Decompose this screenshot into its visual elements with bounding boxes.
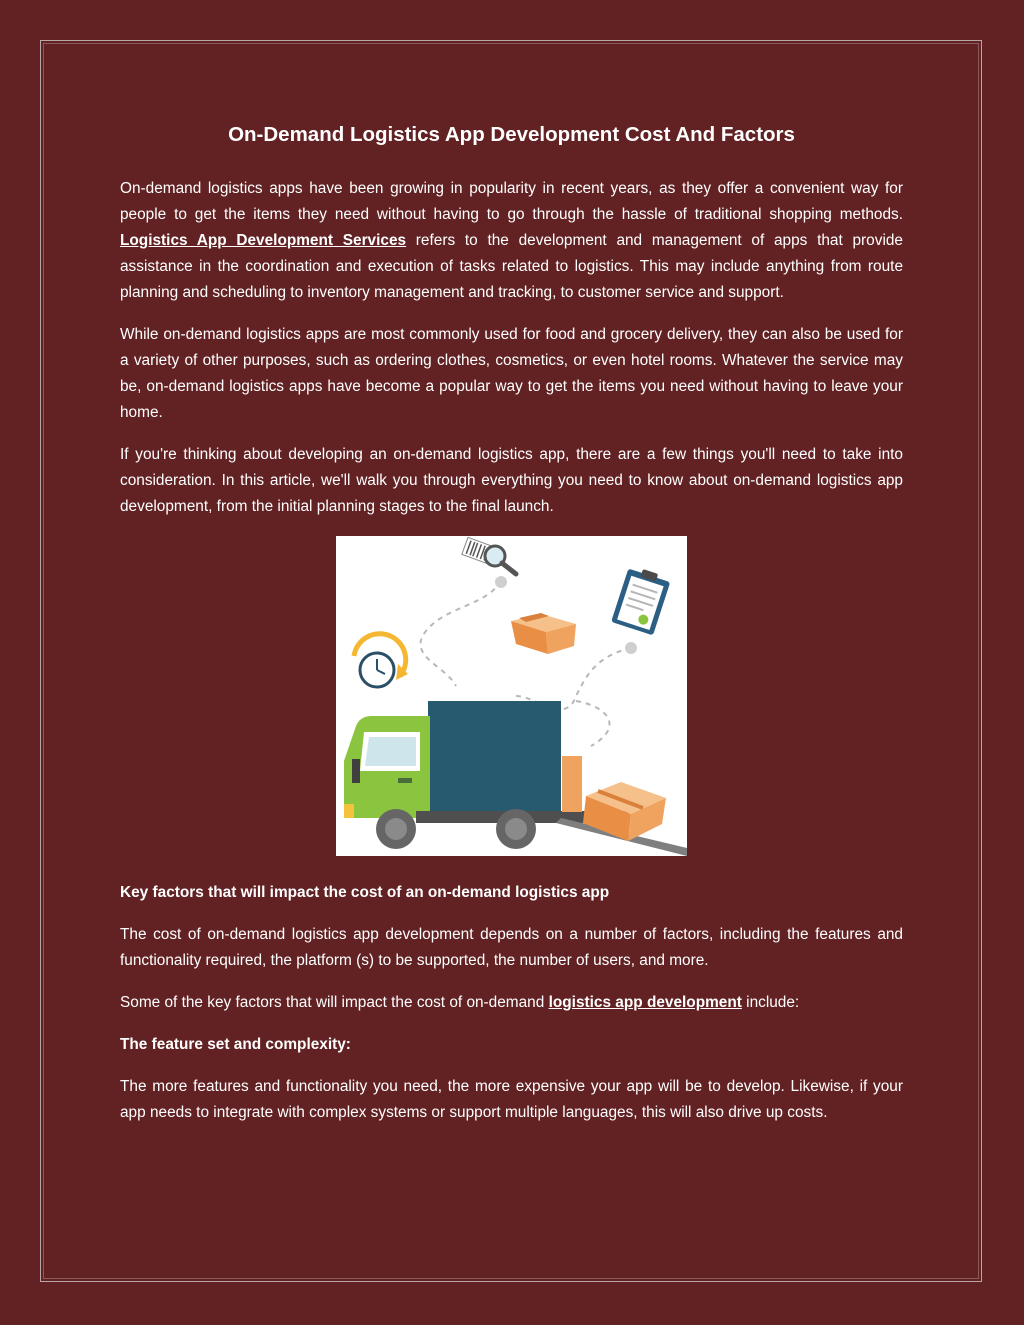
key-factors-text-end: include: bbox=[741, 994, 800, 1011]
usage-paragraph: While on-demand logistics apps are most commonly used for food and grocery delivery, they can also be used for a variety of other purposes, such as ordering clothes, cosmetics, or even hotel rooms. Whatever the service may be, on-demand logistics apps have become a popular way to get the items you need without having to leave your home. bbox=[120, 326, 903, 421]
route-dotted-line bbox=[516, 648, 631, 709]
logistics-development-link[interactable]: logistics app development bbox=[548, 994, 742, 1011]
intro-paragraph bbox=[120, 176, 903, 306]
key-factors-text-start: Some of the key factors that will impact the cost of on-demand bbox=[120, 994, 549, 1011]
logistics-services-link[interactable]: Logistics App Development Services bbox=[120, 232, 407, 249]
route-dotted-line bbox=[420, 581, 501, 686]
magnifier-icon bbox=[485, 546, 516, 574]
cost-paragraph: The cost of on-demand logistics app development depends on a number of factors, including the features and functionality required, the platform (s) to be supported, the number of users, and more. bbox=[120, 926, 903, 969]
key-factors-paragraph bbox=[120, 990, 903, 1016]
article bbox=[120, 120, 903, 1142]
intro-text-start: On-demand logistics apps have been growing in popularity in recent years, as they offer a convenient way for people to get the items they need without having to go through the hassle of traditional shopping methods. bbox=[120, 180, 903, 223]
intro-text-end: refers to the development and management of apps that provide assistance in the coordination and execution of tasks related to logistics. This may include anything from route planning and scheduling to inventory management and tracking, to customer service and support. bbox=[120, 232, 903, 301]
section-heading: Key factors that will impact the cost of an on-demand logistics app bbox=[120, 884, 610, 901]
article-title: On-Demand Logistics App Development Cost And Factors bbox=[228, 123, 795, 146]
route-dotted-line bbox=[576, 701, 610, 746]
consideration-paragraph: If you're thinking about developing an on-demand logistics app, there are a few things you'll need to take into consideration. In this article, we'll walk you through everything you need to know about on-demand logistics app development, from the initial planning stages to the final launch. bbox=[120, 446, 903, 515]
clipboard-icon bbox=[611, 565, 671, 636]
logistics-illustration bbox=[336, 536, 687, 856]
feature-set-paragraph: The more features and functionality you need, the more expensive your app will be to develop. Likewise, if your app needs to integrate with complex systems or support multiple languages, this will also drive up costs. bbox=[120, 1078, 903, 1121]
package-icon bbox=[511, 613, 576, 654]
feature-set-subheading: The feature set and complexity: bbox=[120, 1036, 351, 1053]
clock-icon bbox=[354, 634, 408, 687]
